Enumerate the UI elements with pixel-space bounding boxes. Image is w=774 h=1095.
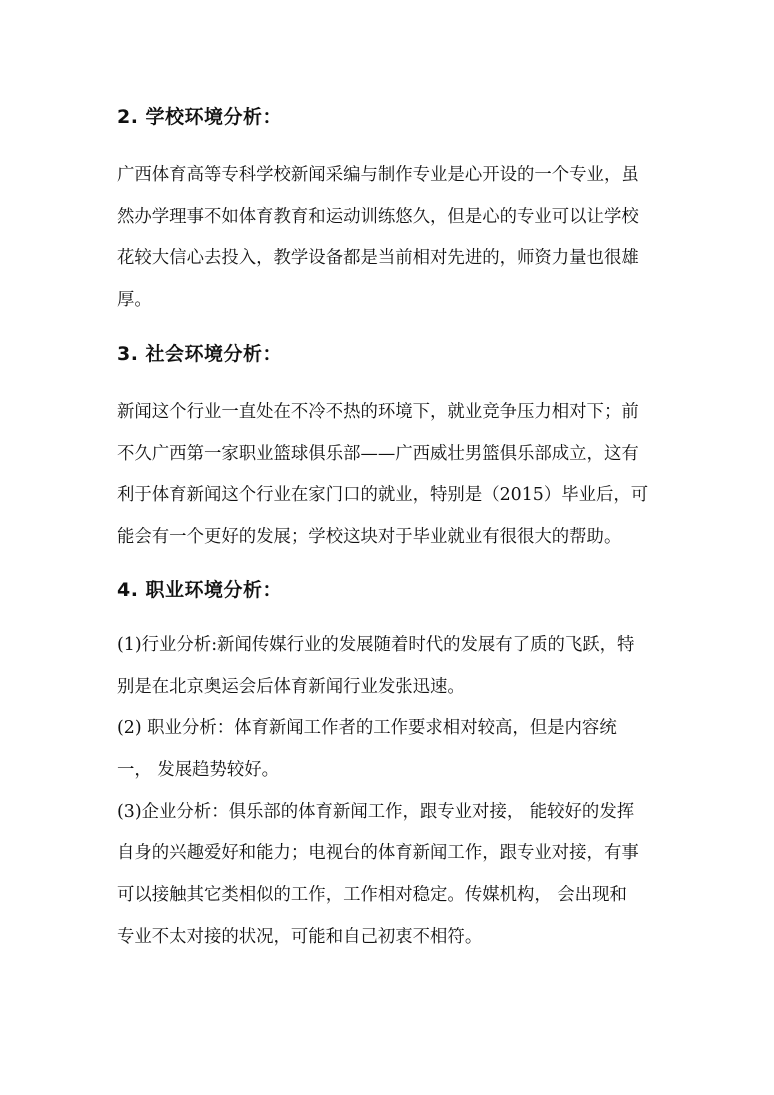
section-heading-social-environment: 3. 社会环境分析： — [117, 343, 283, 365]
text-line: 专业不太对接的状况，可能和自己初衷不相符。 — [117, 926, 483, 947]
text-line: 可以接触其它类相似的工作，工作相对稳定。传媒机构， 会出现和 — [117, 885, 627, 906]
text-line: 广西体育高等专科学校新闻采编与制作专业是心开设的一个专业，虽 — [117, 165, 639, 185]
text-line: (1)行业分析:新闻传媒行业的发展随着时代的发展有了质的飞跃，特 — [117, 635, 635, 655]
text-line: 一， 发展趋势较好。 — [117, 760, 280, 781]
section-heading-school-environment: 2. 学校环境分析： — [117, 106, 283, 128]
text-line: 厚。 — [117, 290, 152, 311]
text-line: 然办学理事不如体育教育和运动训练悠久，但是心的专业可以让学校 — [117, 206, 639, 227]
text-line: (2) 职业分析：体育新闻工作者的工作要求相对较高，但是内容统 — [117, 718, 617, 739]
section-heading-career-environment: 4. 职业环境分析： — [117, 579, 283, 601]
paragraph-career-environment — [117, 625, 662, 959]
text-line: 利于体育新闻这个行业在家门口的就业，特别是（2015）毕业后，可 — [117, 485, 649, 506]
text-line: 自身的兴趣爱好和能力；电视台的体育新闻工作，跟专业对接，有事 — [117, 843, 639, 864]
text-line: 花较大信心去投入，教学设备都是当前相对先进的，师资力量也很雄 — [117, 248, 639, 269]
paragraph-social-environment — [117, 392, 662, 559]
text-line: 能会有一个更好的发展；学校这块对于毕业就业有很很大的帮助。 — [117, 527, 622, 548]
text-line: 不久广西第一家职业篮球俱乐部——广西威壮男篮俱乐部成立，这有 — [117, 443, 639, 464]
paragraph-school-environment — [117, 155, 662, 322]
text-line: 别是在北京奥运会后体育新闻行业发张迅速。 — [117, 676, 465, 697]
text-line: (3)企业分析：俱乐部的体育新闻工作，跟专业对接， 能较好的发挥 — [117, 801, 635, 822]
text-line: 新闻这个行业一直处在不冷不热的环境下，就业竞争压力相对下；前 — [117, 402, 639, 422]
